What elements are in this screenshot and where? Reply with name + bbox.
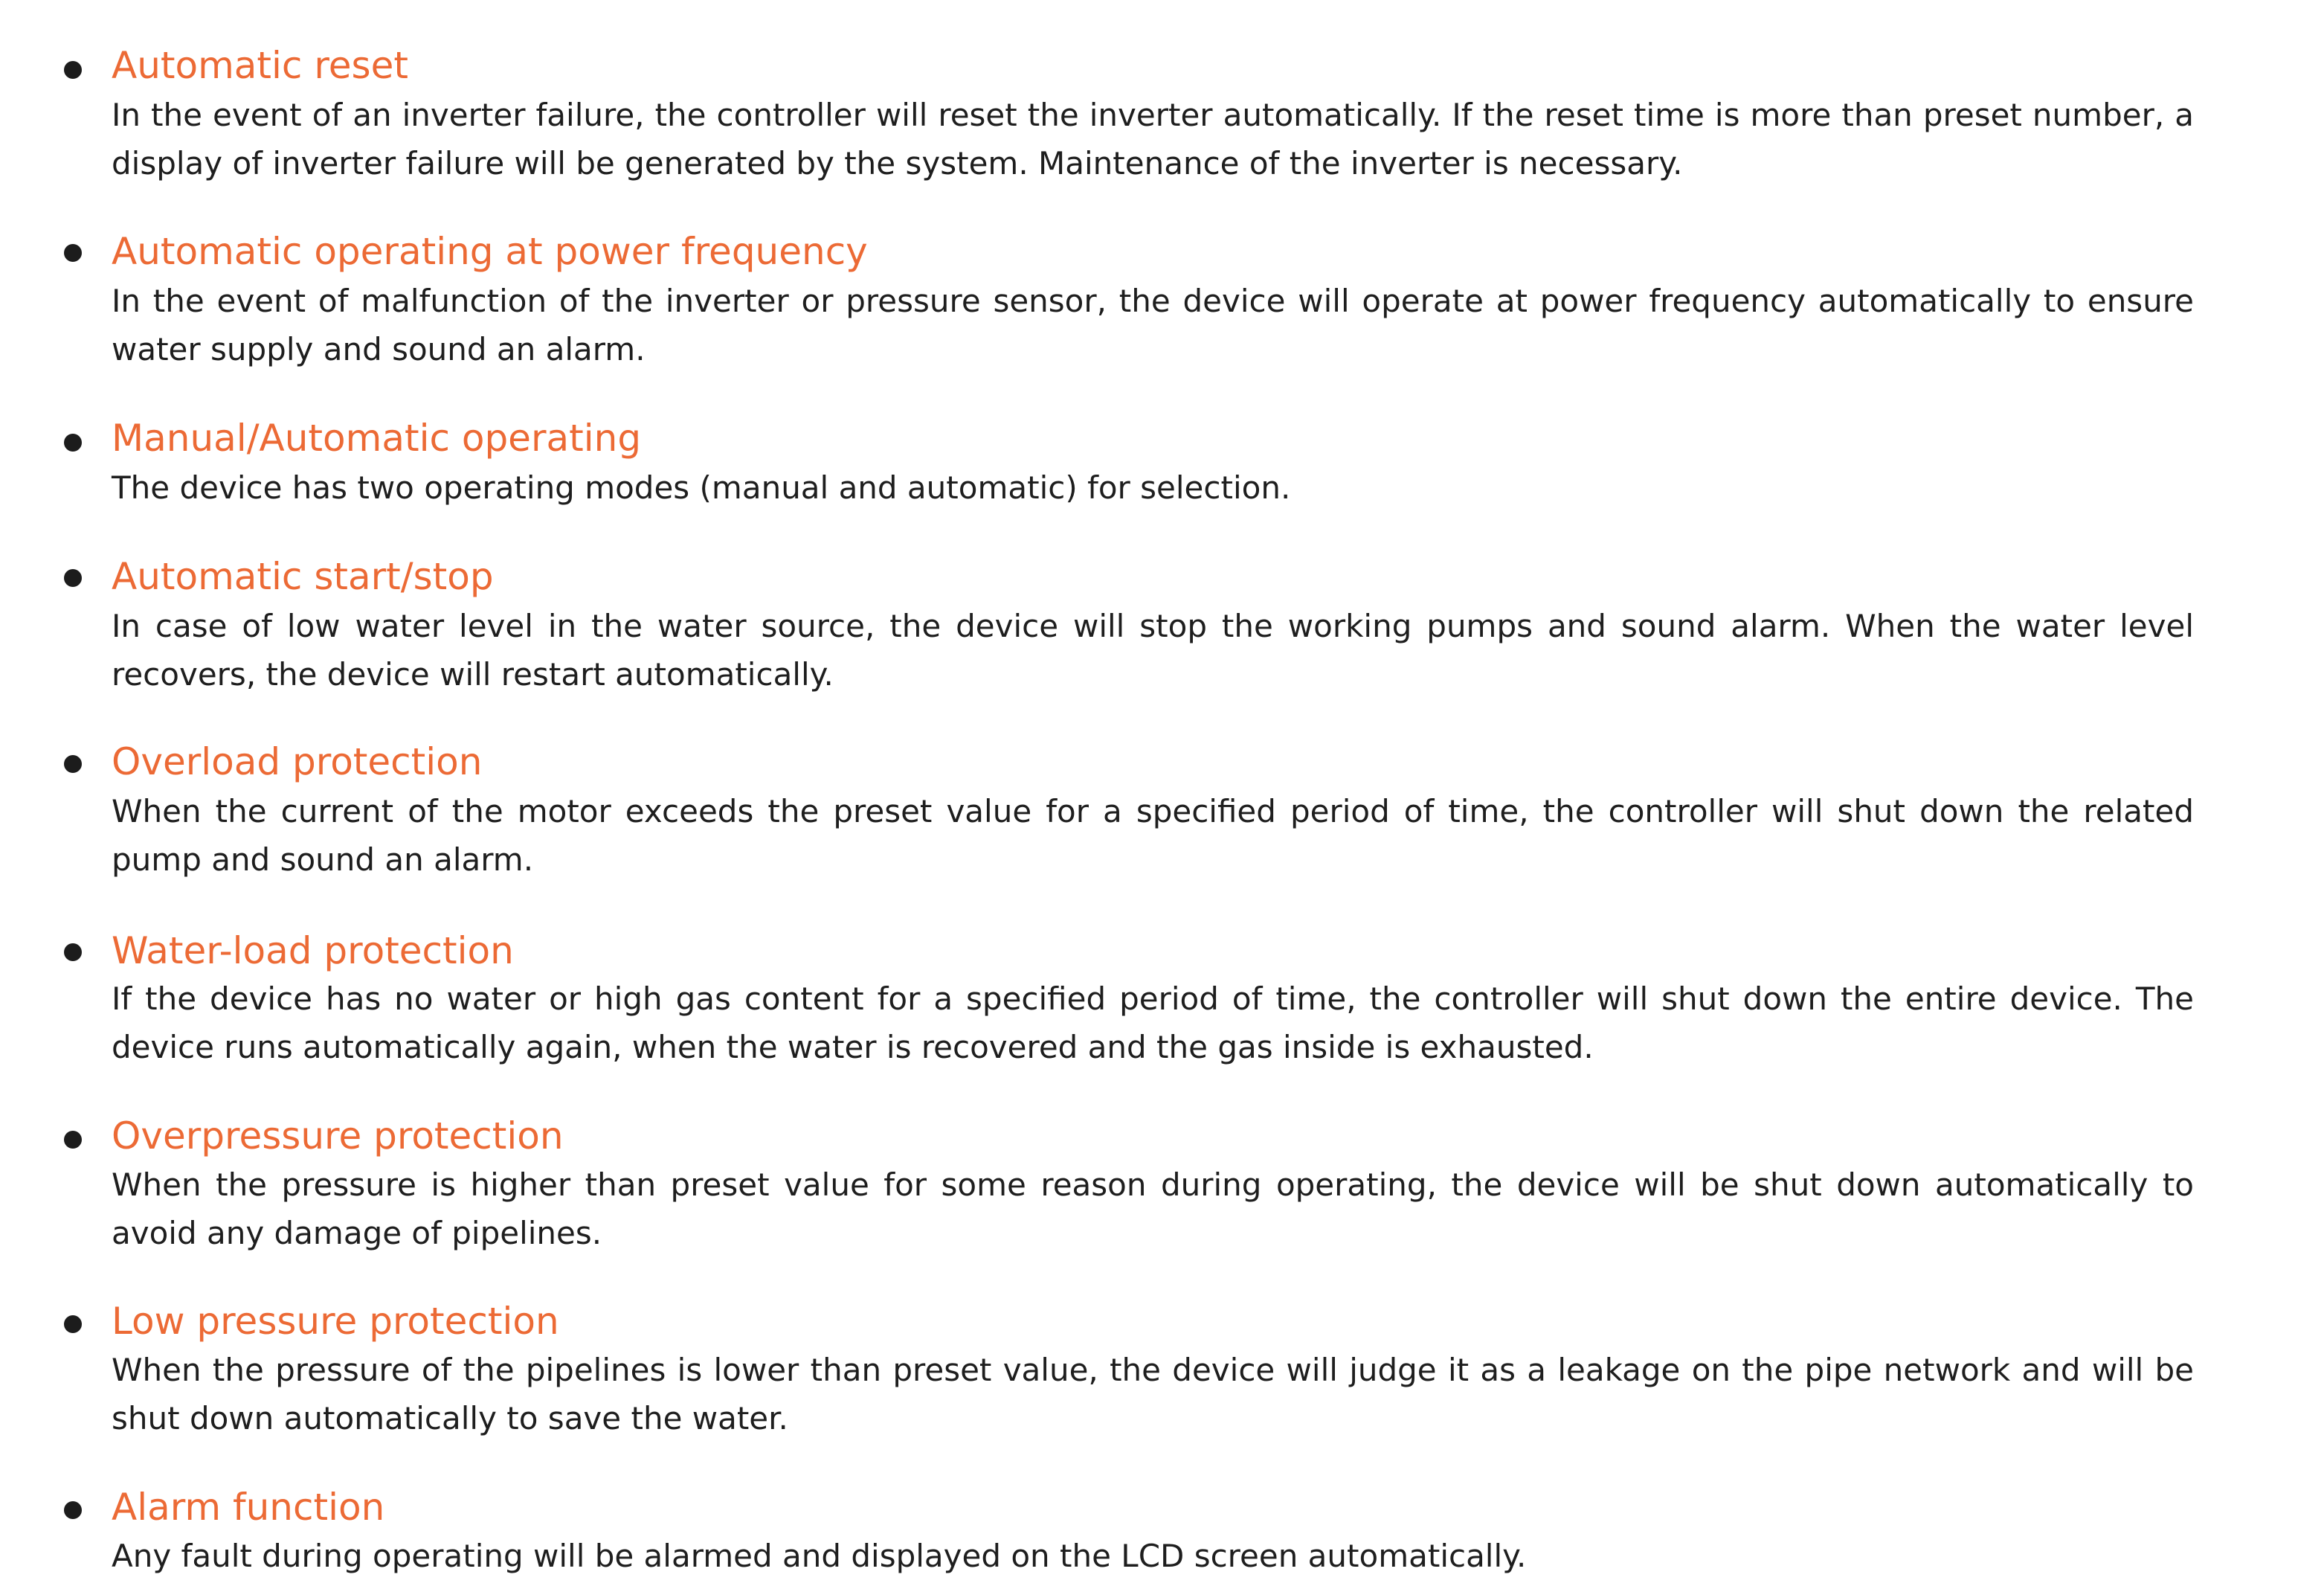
feature-title: Low pressure protection [112, 1300, 559, 1343]
bullet-icon [64, 61, 82, 79]
feature-description: Any fault during operating will be alarmed and displayed on the LCD screen automatically. [112, 1538, 1527, 1574]
feature-description: The device has two operating modes (manual and automatic) for selection. [112, 469, 1291, 506]
bullet-icon [64, 1131, 82, 1149]
feature-title: Overpressure protection [112, 1114, 564, 1158]
feature-description: In case of low water level in the water source, the device will stop the working pumps and sound alarm. When the water level recovers, the device will restart automatically. [112, 608, 2194, 693]
bullet-icon [64, 244, 82, 262]
bullet-icon [64, 755, 82, 773]
bullet-icon [64, 434, 82, 452]
feature-description: When the pressure of the pipelines is lower than preset value, the device will judge it as a leakage on the pipe network and will be shut down automatically to save the water. [112, 1352, 2194, 1436]
feature-title: Overload protection [112, 740, 483, 783]
feature-description: When the current of the motor exceeds the preset value for a specified period of time, the controller will shut down the related pump and sound an alarm. [112, 793, 2194, 878]
feature-title: Manual/Automatic operating [112, 417, 642, 460]
bullet-icon [64, 569, 82, 587]
feature-title: Automatic operating at power frequency [112, 230, 868, 273]
feature-description: In the event of malfunction of the inverter or pressure sensor, the device will operate at power frequency automatically to ensure water supply and sound an alarm. [112, 283, 2194, 367]
feature-title: Automatic reset [112, 44, 408, 87]
bullet-icon [64, 943, 82, 961]
bullet-icon [64, 1315, 82, 1333]
feature-title: Alarm function [112, 1486, 385, 1529]
feature-title: Water-load protection [112, 929, 514, 972]
feature-title: Automatic start/stop [112, 555, 494, 598]
bullet-icon [64, 1501, 82, 1519]
feature-description: When the pressure is higher than preset value for some reason during operating, the device will be shut down automatically to avoid any damage of pipelines. [112, 1166, 2194, 1251]
feature-description: In the event of an inverter failure, the controller will reset the inverter automatically. If the reset time is more than preset number, a display of inverter failure will be generated by the system. Maintenance of the inverter is necessary. [112, 97, 2194, 182]
feature-description: If the device has no water or high gas content for a specified period of time, the controller will shut down the entire device. The device runs automatically again, when the water is recovered and the gas inside is exhausted. [112, 980, 2194, 1065]
